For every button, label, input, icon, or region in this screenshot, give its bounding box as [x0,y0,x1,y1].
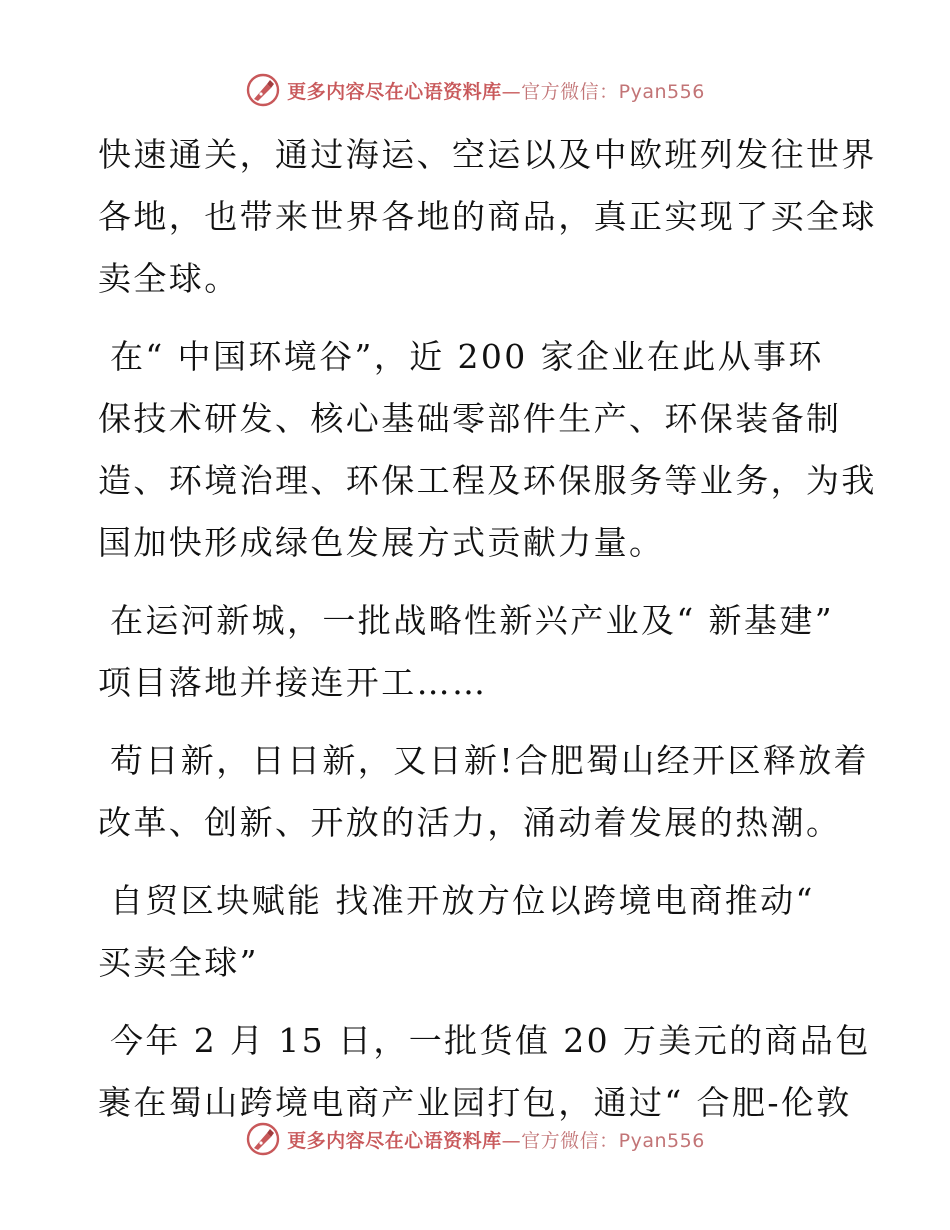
document-body [98,124,877,1150]
text-line: 苟日新，日日新，又日新!合肥蜀山经开区释放着 [110,741,870,780]
paragraph-6 [98,1010,871,1134]
text-line: 各地，也带来世界各地的商品，真正实现了买全球 [98,197,877,236]
text-line: 在“ 中国环境谷”，近 200 家企业在此从事环 [110,337,824,376]
watermark-lead: 更多内容尽在心语资料库 [287,1129,502,1152]
watermark-text [287,1126,705,1153]
watermark-dash: — [501,80,522,103]
watermark-tail: 官方微信：Pyan556 [521,1129,705,1152]
watermark-dash: — [501,1129,522,1152]
text-line: 在运河新城，一批战略性新兴产业及“ 新基建” [110,601,835,640]
text-line: 造、环境治理、环保工程及环保服务等业务，为我 [98,461,877,500]
text-line: 今年 2 月 15 日，一批货值 20 万美元的商品包 [110,1021,871,1060]
watermark-tail: 官方微信：Pyan556 [521,80,705,103]
text-line: 买卖全球” [98,943,259,982]
paragraph-3 [98,590,850,714]
text-line: 项目落地并接连开工…… [98,663,488,702]
section-heading [98,870,850,994]
text-line: 卖全球。 [98,259,240,298]
watermark-text [287,77,705,104]
text-line: 国加快形成绿色发展方式贡献力量。 [98,523,665,562]
paragraph-2 [98,326,877,574]
footer-watermark [0,1119,950,1159]
text-line: 自贸区块赋能 找准开放方位以跨境电商推动“ [110,881,815,920]
text-line: 改革、创新、开放的活力，涌动着发展的热潮。 [98,803,842,842]
text-line: 快速通关，通过海运、空运以及中欧班列发往世界 [98,135,877,174]
text-line: 裹在蜀山跨境电商产业园打包，通过“ 合肥-伦敦 [98,1083,852,1122]
watermark-lead: 更多内容尽在心语资料库 [287,80,502,103]
pen-nib-logo-icon [245,72,281,108]
pen-nib-logo-icon [245,1121,281,1157]
text-line: 保技术研发、核心基础零部件生产、环保装备制 [98,399,842,438]
header-watermark [0,70,950,110]
paragraph-1 [98,124,877,310]
paragraph-4 [98,730,870,854]
